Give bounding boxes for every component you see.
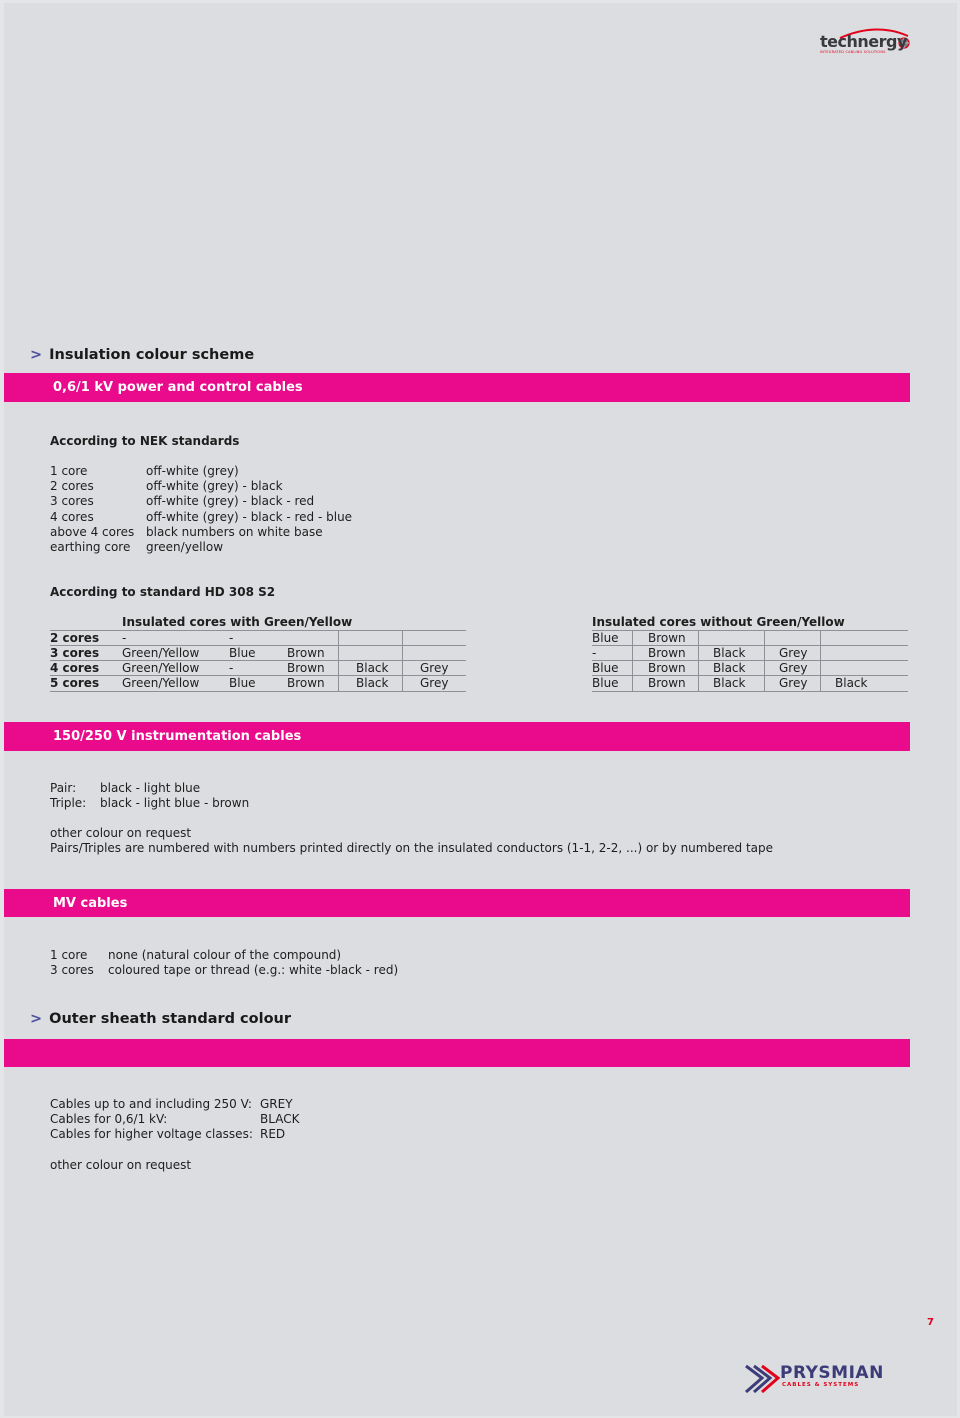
hd-cell: Brown <box>287 676 325 690</box>
hd-cell: Black <box>356 661 389 675</box>
power-cables-band <box>4 373 910 402</box>
hd-row <box>0 676 960 691</box>
hd-cell: Black <box>713 661 746 675</box>
hd-cell: Brown <box>648 646 686 660</box>
nek-value: off-white (grey) - black <box>146 479 283 494</box>
hd-cell: Grey <box>420 676 449 690</box>
nek-label: earthing core <box>50 540 131 554</box>
hd-cell: - <box>592 646 597 660</box>
logo-text: technergy <box>820 32 907 51</box>
hd-cell: Grey <box>779 646 808 660</box>
outer-value: RED <box>260 1127 286 1142</box>
hd-row-label: 2 cores <box>50 631 100 645</box>
hd-cell: Brown <box>648 661 686 675</box>
hd-cell: Brown <box>287 646 325 660</box>
nek-title: According to NEK standards <box>50 434 240 448</box>
hd-cell: Blue <box>592 661 619 675</box>
prysmian-sub: CABLES & SYSTEMS <box>782 1382 860 1388</box>
hd-cell: Blue <box>229 646 256 660</box>
outer-label: Cables for higher voltage classes: <box>50 1127 253 1142</box>
nek-label: 1 core <box>50 464 88 478</box>
instrumentation-band <box>4 722 910 751</box>
page-number: 7 <box>927 1317 934 1328</box>
nek-value: black numbers on white base <box>146 524 323 539</box>
power-cables-band-text: 0,6/1 kV power and control cables <box>53 380 303 395</box>
hd-row-label: 4 cores <box>50 661 100 675</box>
prysmian-brand: PRYSMIAN <box>780 1363 884 1383</box>
mv-label: 1 core <box>50 948 88 962</box>
instrumentation-note-1: other colour on request <box>50 826 192 840</box>
technergy-logo <box>818 26 913 56</box>
hd-cell: Black <box>713 646 746 660</box>
instrumentation-band-text: 150/250 V instrumentation cables <box>53 729 302 744</box>
mv-value: coloured tape or thread (e.g.: white -black - red) <box>108 963 399 978</box>
logo-tagline: INTEGRATED CABLING SOLUTIONS <box>820 50 886 54</box>
prysmian-arrow-icon <box>742 1364 780 1394</box>
mv-band-text: MV cables <box>53 895 128 911</box>
hd-cell: Black <box>356 676 389 690</box>
hd-cell: - <box>122 631 127 645</box>
mv-value: none (natural colour of the compound) <box>108 948 342 962</box>
hd-cell: Blue <box>592 631 619 645</box>
hd-cell: Brown <box>287 661 325 675</box>
hd-cell: Green/Yellow <box>122 661 200 675</box>
outer-sheath-heading <box>30 1011 291 1027</box>
instrumentation-value: black - light blue - brown <box>100 796 250 811</box>
outer-sheath-band <box>4 1039 910 1067</box>
instrumentation-label: Triple: <box>50 796 87 811</box>
hd-row-label: 5 cores <box>50 676 100 690</box>
hd-row-label: 3 cores <box>50 646 100 660</box>
hd-cell: Grey <box>779 676 808 690</box>
instrumentation-value: black - light blue <box>100 781 201 795</box>
hd-cell: Grey <box>779 661 808 675</box>
hd-cell: Blue <box>229 676 256 690</box>
hd-cell: Black <box>713 676 746 690</box>
nek-label: above 4 cores <box>50 524 135 539</box>
arrow-icon: > <box>30 347 43 363</box>
hd-cell: Black <box>835 676 868 690</box>
hd-cell: - <box>229 631 234 645</box>
outer-value: BLACK <box>260 1112 300 1127</box>
outer-label: Cables up to and including 250 V: <box>50 1097 252 1111</box>
hd-cell: Blue <box>592 676 619 690</box>
insulation-heading <box>30 347 254 363</box>
instrumentation-label: Pair: <box>50 781 77 795</box>
arrow-icon: > <box>30 1011 43 1027</box>
hd-cell: Grey <box>420 661 449 675</box>
hd-row <box>0 631 960 646</box>
hd-row <box>0 661 960 676</box>
mv-band <box>4 889 910 917</box>
hd-cell: Brown <box>648 676 686 690</box>
hd-table <box>0 630 960 692</box>
outer-sheath-note: other colour on request <box>50 1158 192 1172</box>
prysmian-logo <box>742 1362 912 1396</box>
without-gy-title: Insulated cores without Green/Yellow <box>592 615 845 629</box>
outer-sheath-heading-text: Outer sheath standard colour <box>49 1011 292 1027</box>
outer-label: Cables for 0,6/1 kV: <box>50 1112 168 1127</box>
nek-label: 4 cores <box>50 509 94 524</box>
hd-cell: Brown <box>648 631 686 645</box>
nek-value: off-white (grey) - black - red <box>146 494 315 509</box>
hd-title: According to standard HD 308 S2 <box>50 585 276 599</box>
nek-value: green/yellow <box>146 540 224 554</box>
hd-cell: - <box>229 661 234 675</box>
insulation-heading-text: Insulation colour scheme <box>49 347 255 363</box>
page-background <box>4 3 957 1416</box>
hd-row <box>0 646 960 661</box>
outer-value: GREY <box>260 1097 293 1111</box>
hd-cell: Green/Yellow <box>122 676 200 690</box>
hd-cell: Green/Yellow <box>122 646 200 660</box>
nek-label: 3 cores <box>50 494 94 509</box>
instrumentation-note-2: Pairs/Triples are numbered with numbers printed directly on the insulated conductors (1-1, 2-2, ...) or by numbered tape <box>50 841 774 855</box>
mv-label: 3 cores <box>50 963 94 978</box>
nek-value: off-white (grey) - black - red - blue <box>146 509 353 524</box>
nek-value: off-white (grey) <box>146 464 239 478</box>
with-gy-title: Insulated cores with Green/Yellow <box>122 615 353 629</box>
nek-label: 2 cores <box>50 479 94 494</box>
